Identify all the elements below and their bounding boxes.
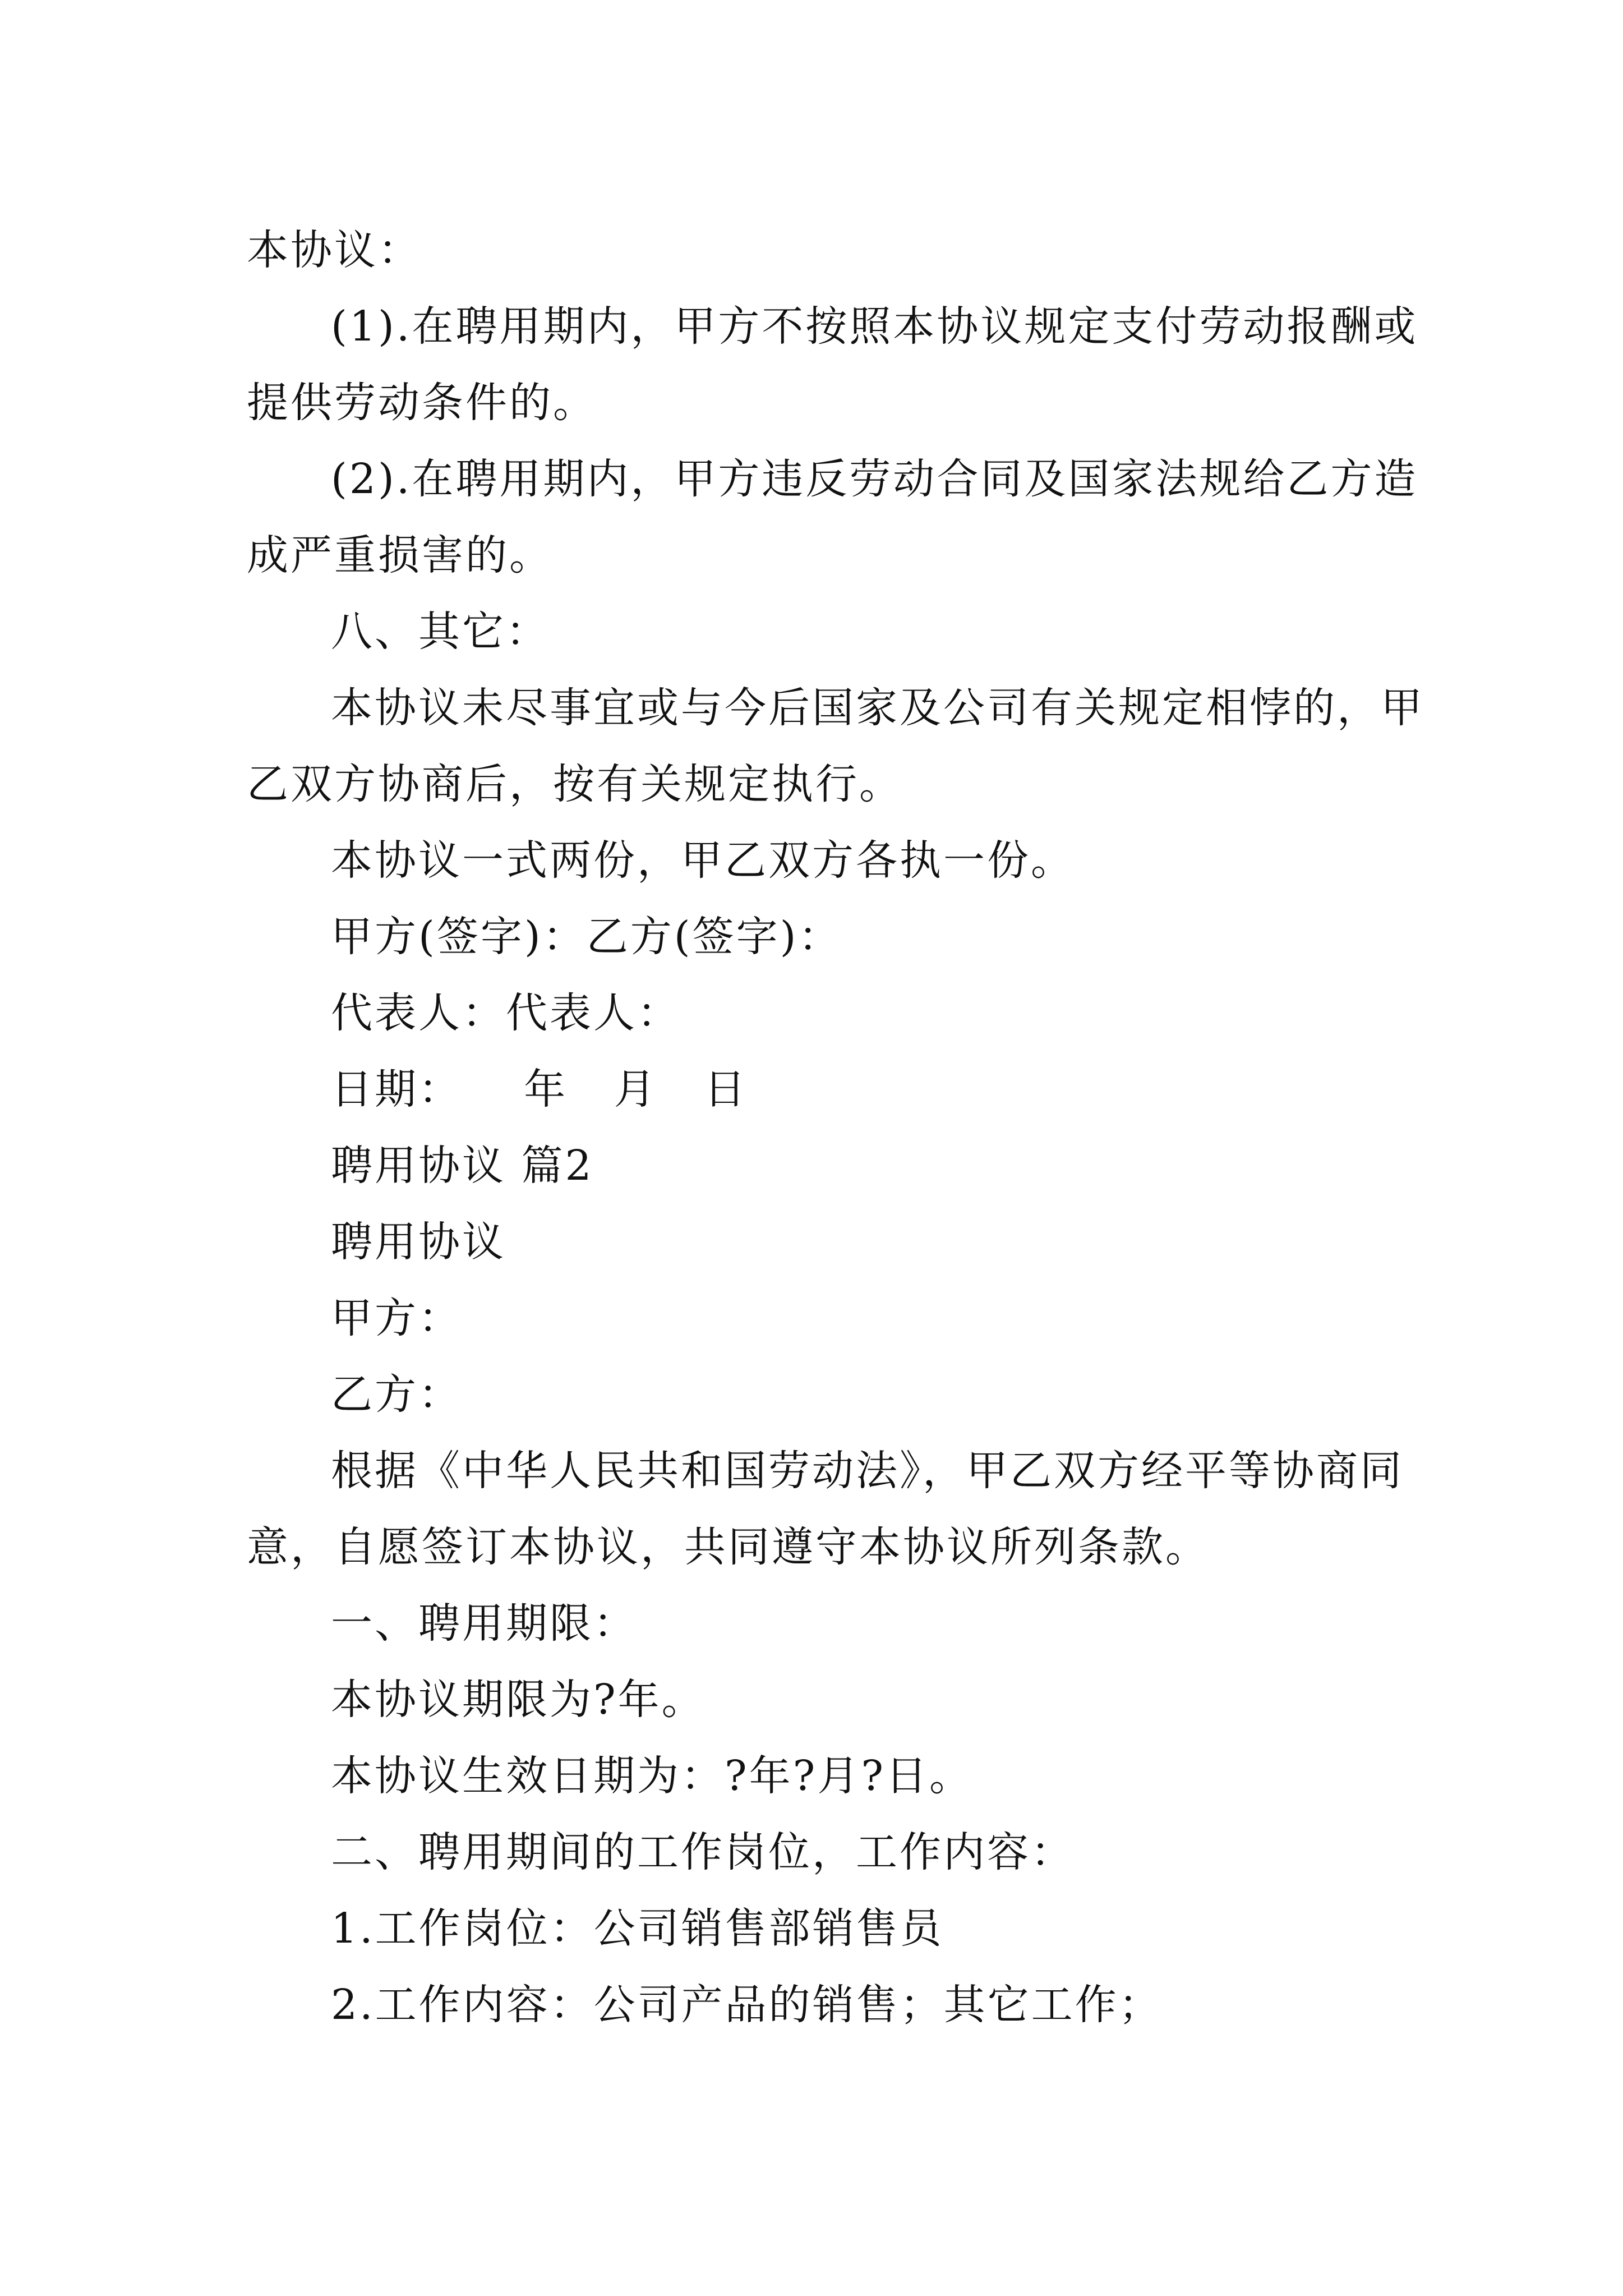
paragraph-job-position: 1.工作岗位：公司销售部销售员: [331, 1904, 944, 1953]
party-a-line: 甲方：: [331, 1294, 462, 1342]
signature-line: 甲方(签字)：乙方(签字)：: [331, 913, 842, 961]
section-heading-other: 八、其它：: [331, 608, 550, 656]
party-b-line: 乙方：: [331, 1370, 462, 1419]
paragraph-agreement-continued: 本协议：: [247, 226, 422, 274]
paragraph-clause-2: (2).在聘用期内，甲方违反劳动合同及国家法规给乙方造成严重损害的。: [247, 455, 1418, 579]
section-heading-position: 二、聘用期间的工作岗位，工作内容：: [331, 1828, 1075, 1876]
paragraph-term-length: 本协议期限为?年。: [331, 1676, 706, 1724]
section-heading-term: 一、聘用期限：: [331, 1599, 637, 1648]
paragraph-clause-1: (1).在聘用期内，甲方不按照本协议规定支付劳动报酬或提供劳动条件的。: [247, 302, 1418, 427]
paragraph-unresolved-matters: 本协议未尽事宜或与今后国家及公司有关规定相悖的，甲乙双方协商后，按有关规定执行。: [247, 684, 1424, 808]
date-line: 日期： 年 月 日: [331, 1065, 748, 1114]
paragraph-job-content: 2.工作内容：公司产品的销售；其它工作；: [331, 1981, 1163, 2029]
paragraph-legal-basis: 根据《中华人民共和国劳动法》，甲乙双方经平等协商同意，自愿签订本协议，共同遵守本协议所列条款。: [247, 1447, 1404, 1571]
document-body: [247, 212, 1424, 2043]
paragraph-copies: 本协议一式两份，甲乙双方各执一份。: [331, 836, 1075, 885]
paragraph-effective-date: 本协议生效日期为：?年?月?日。: [331, 1752, 974, 1800]
document-title: 聘用协议: [331, 1218, 506, 1266]
representative-line: 代表人：代表人：: [331, 989, 681, 1037]
section-title-part-2: 聘用协议 篇2: [331, 1142, 594, 1190]
